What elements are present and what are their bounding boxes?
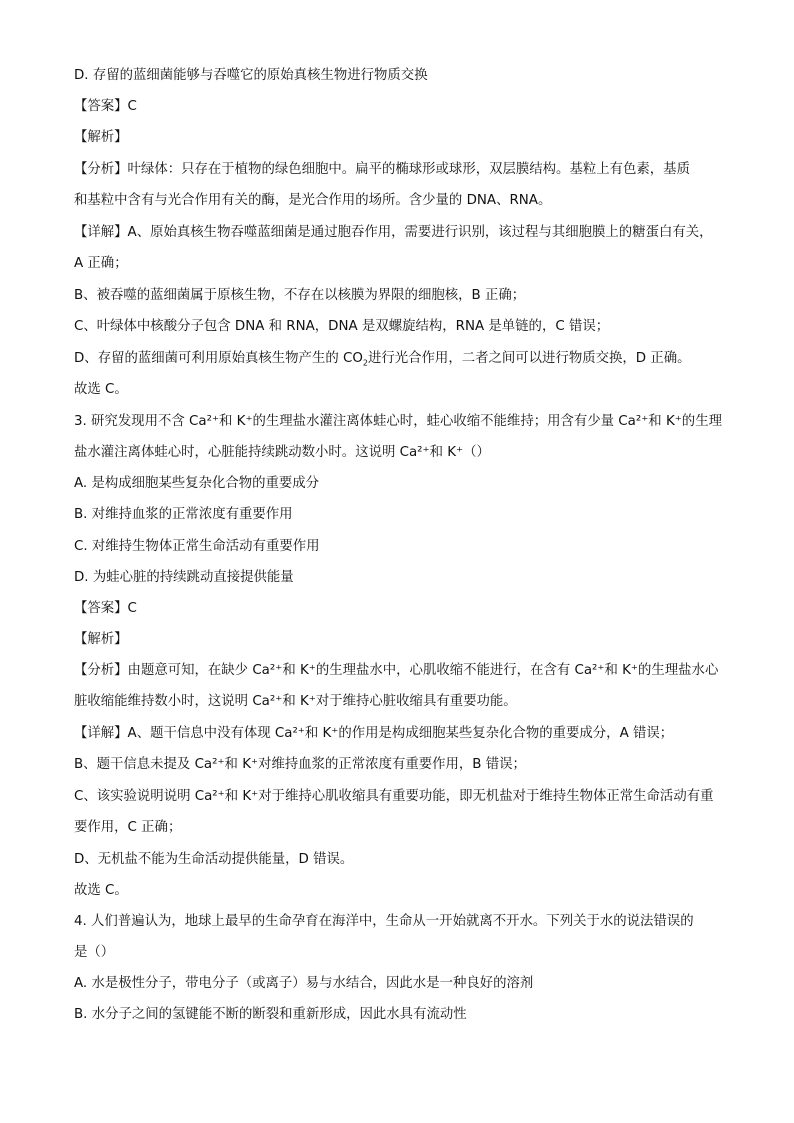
q3-fenxi-line-1: 【分析】由题意可知，在缺少 Ca²⁺和 K⁺的生理盐水中，心肌收缩不能进行，在含有 Ca²⁺和 K⁺的生理盐水心 — [74, 663, 719, 678]
q2-xiangjie-d — [74, 350, 726, 368]
q3-stem-line-2: 盐水灌注离体蛙心时，心脏能持续跳动数小时。这说明 Ca²⁺和 K⁺（） — [74, 445, 490, 460]
q2-xiangjie-b: B、被吞噬的蓝细菌属于原核生物，不存在以核膜为界限的细胞核，B 正确； — [74, 288, 526, 303]
q2-option-d: D. 存留的蓝细菌能够与吞噬它的原始真核生物进行物质交换 — [74, 68, 428, 83]
q3-xiangjie-d: D、无机盐不能为生命活动提供能量，D 错误。 — [74, 852, 354, 867]
q4-option-a: A. 水是极性分子，带电分子（或离子）易与水结合，因此水是一种良好的溶剂 — [74, 976, 534, 991]
q2-xiangjie-line-2: A 正确； — [74, 256, 128, 271]
q2-xiangjie-d-post: 进行光合作用，二者之间可以进行物质交换，D 正确。 — [367, 351, 691, 366]
q3-option-c: C. 对维持生物体正常生命活动有重要作用 — [74, 539, 320, 554]
q2-xiangjie-line-1: 【详解】A、原始真核生物吞噬蓝细菌是通过胞吞作用，需要进行识别，该过程与其细胞膜上的糖蛋白有关， — [74, 225, 713, 240]
q2-answer: 【答案】C — [74, 99, 137, 114]
q3-option-a: A. 是构成细胞某些复杂化合物的重要成分 — [74, 476, 320, 491]
co2-subscript: 2 — [362, 358, 368, 368]
q2-fenxi-line-2: 和基粒中含有与光合作用有关的酶，是光合作用的场所。含少量的 DNA、RNA。 — [74, 193, 552, 208]
q4-option-b: B. 水分子之间的氢键能不断的断裂和重新形成，因此水具有流动性 — [74, 1007, 467, 1022]
q3-answer: 【答案】C — [74, 601, 137, 616]
q2-select: 故选 C。 — [74, 382, 128, 397]
q2-xiangjie-d-pre: D、存留的蓝细菌可利用原始真核生物产生的 CO — [74, 351, 363, 366]
q2-fenxi-line-1: 【分析】叶绿体：只存在于植物的绿色细胞中。扁平的椭球形或球形，双层膜结构。基粒上有色素，基质 — [74, 162, 690, 177]
q3-option-d: D. 为蛙心脏的持续跳动直接提供能量 — [74, 570, 294, 585]
q3-fenxi-line-2: 脏收缩能维持数小时，这说明 Ca²⁺和 K⁺对于维持心脏收缩具有重要功能。 — [74, 694, 517, 709]
q3-xiangjie-c-line-2: 要作用，C 正确； — [74, 820, 182, 835]
q3-select: 故选 C。 — [74, 883, 128, 898]
q4-stem-line-1: 4. 人们普遍认为，地球上最早的生命孕育在海洋中，生命从一开始就离不开水。下列关于水的说法错误的 — [74, 914, 694, 929]
q4-stem-line-2: 是（） — [74, 945, 115, 960]
q2-analysis-heading: 【解析】 — [74, 130, 128, 145]
q2-xiangjie-c: C、叶绿体中核酸分子包含 DNA 和 RNA，DNA 是双螺旋结构，RNA 是单链的，C 错误； — [74, 319, 610, 334]
q3-analysis-heading: 【解析】 — [74, 632, 128, 647]
q3-xiangjie-b: B、题干信息未提及 Ca²⁺和 K⁺对维持血浆的正常浓度有重要作用，B 错误； — [74, 757, 526, 772]
q3-xiangjie-a: 【详解】A、题干信息中没有体现 Ca²⁺和 K⁺的作用是构成细胞某些复杂化合物的重要成分，A 错误； — [74, 726, 674, 741]
q3-xiangjie-c-line-1: C、该实验说明说明 Ca²⁺和 K⁺对于维持心肌收缩具有重要功能，即无机盐对于维持生物体正常生命活动有重 — [74, 789, 714, 804]
q3-stem-line-1: 3. 研究发现用不含 Ca²⁺和 K⁺的生理盐水灌注离体蛙心时，蛙心收缩不能维持；用含有少量 Ca²⁺和 K⁺的生理 — [74, 414, 722, 429]
q3-option-b: B. 对维持血浆的正常浓度有重要作用 — [74, 507, 293, 522]
